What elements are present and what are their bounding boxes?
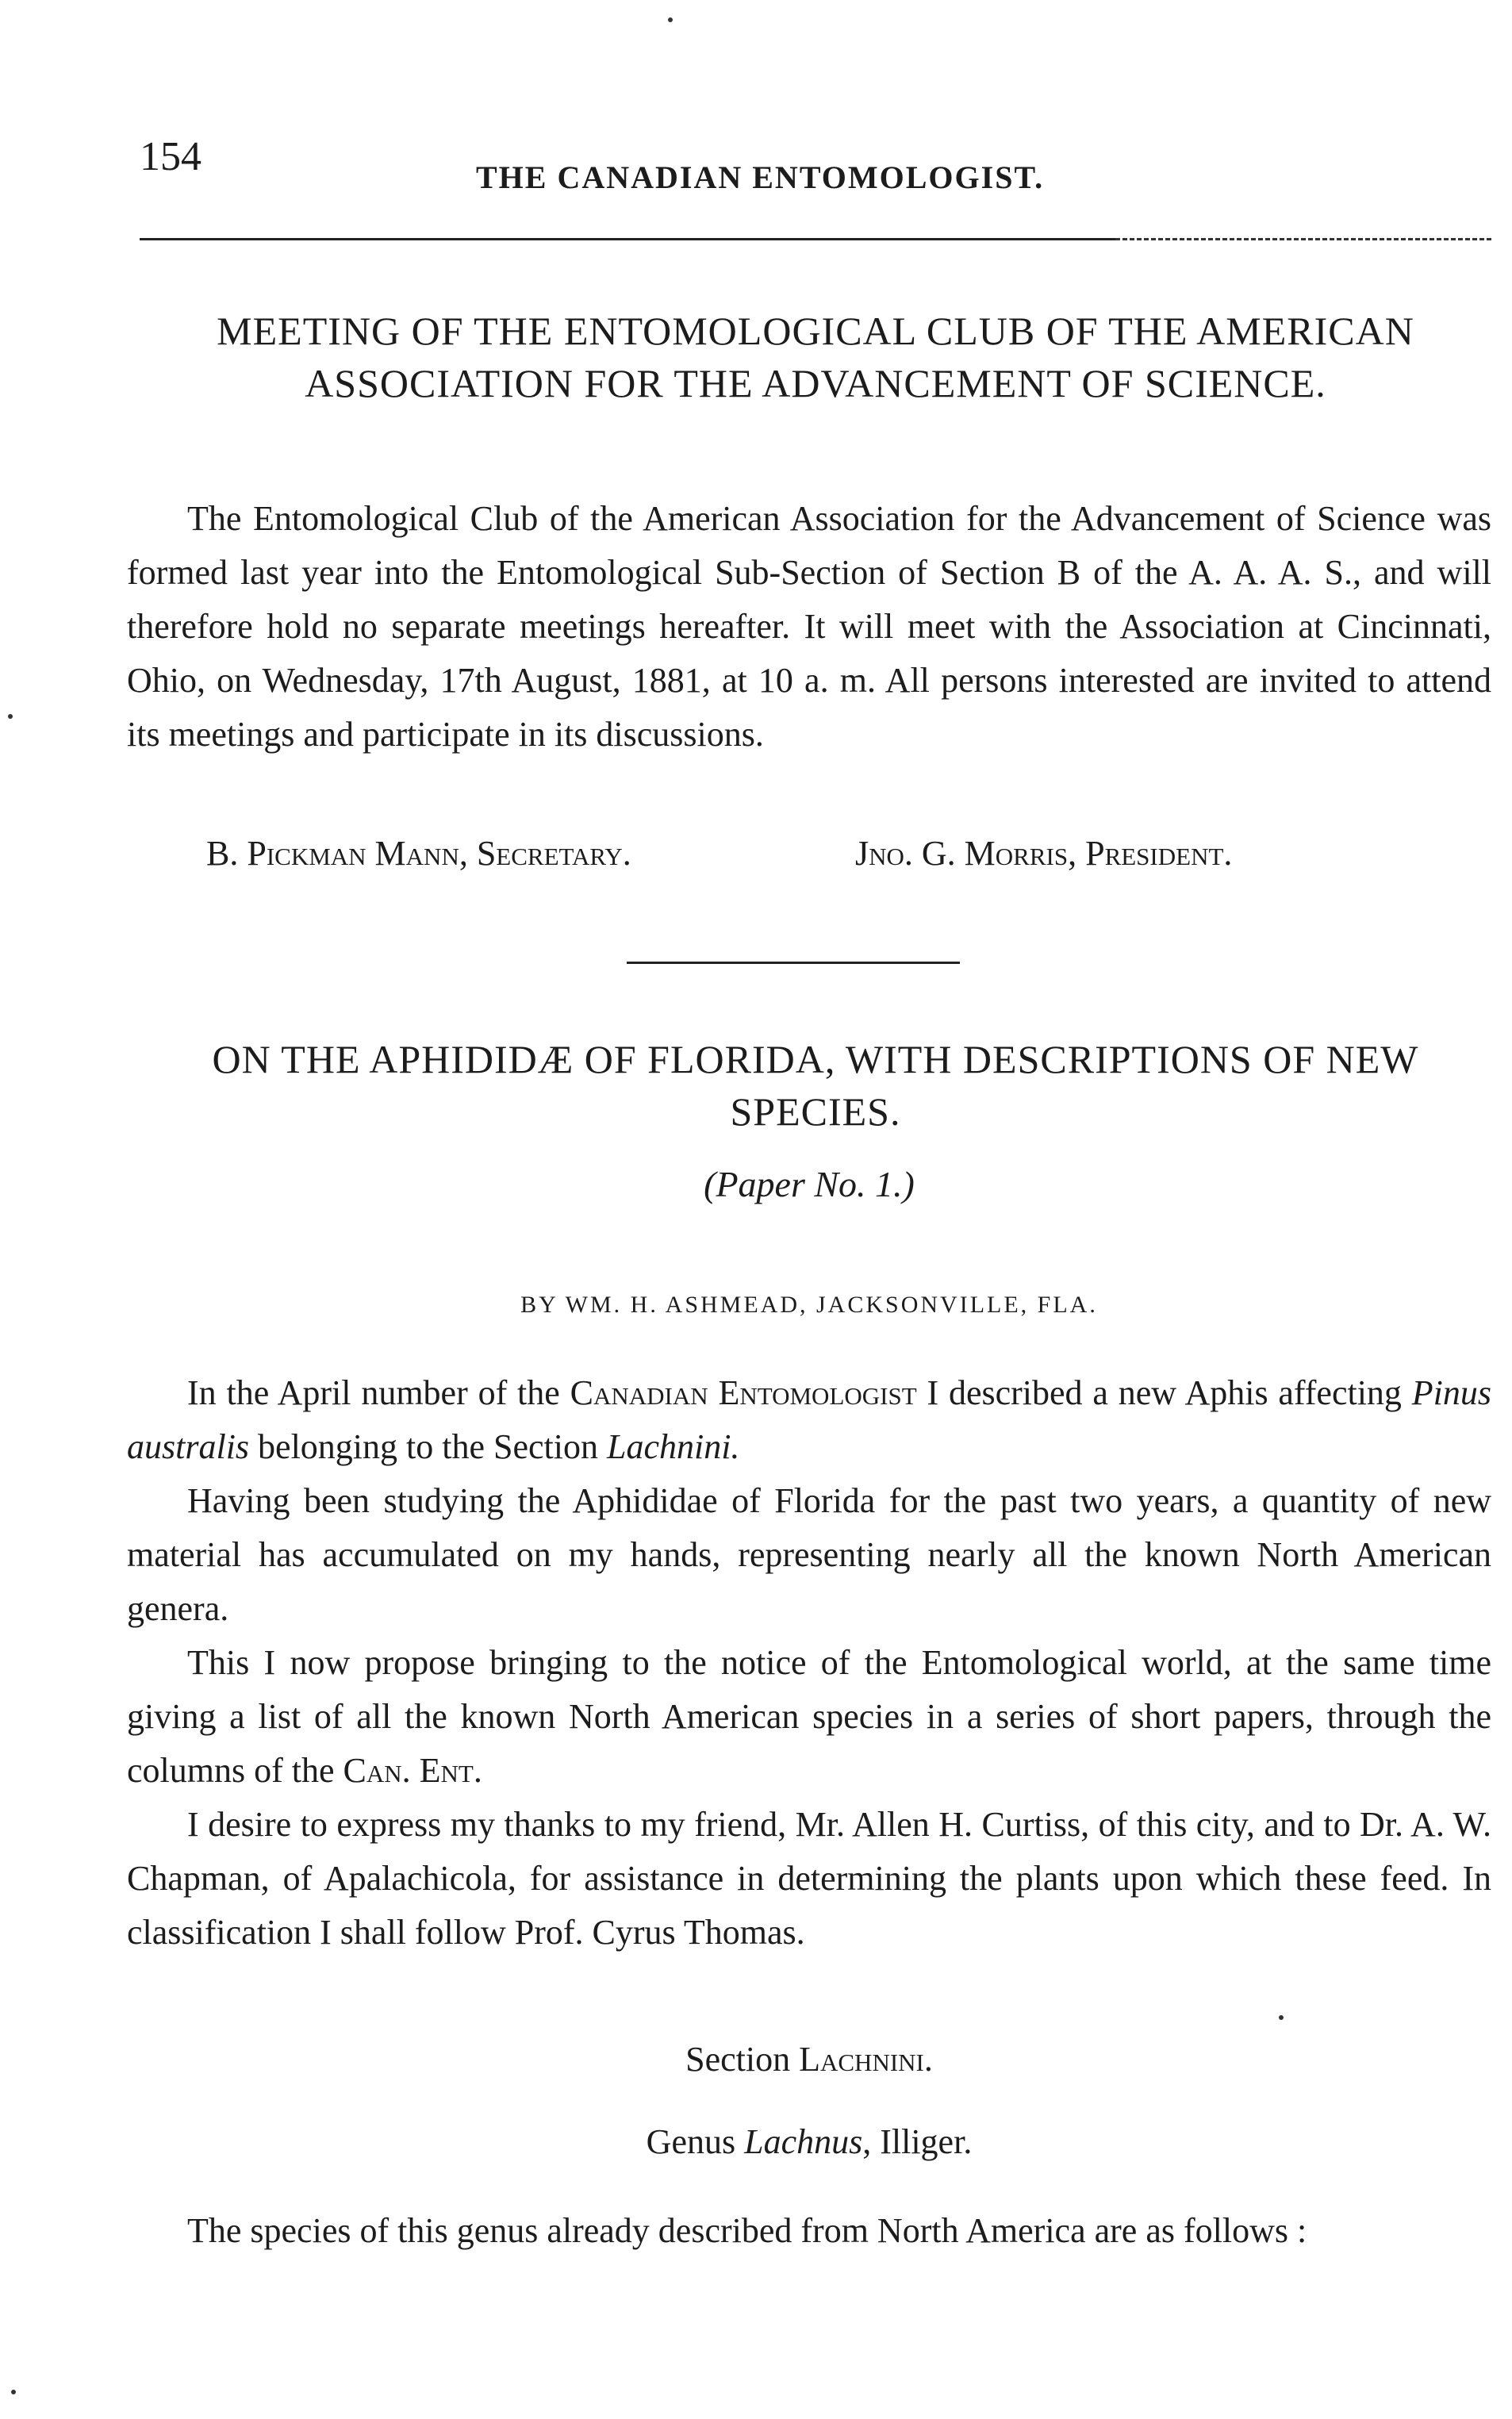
signature-secretary: B. Pickman Mann, Secretary. (206, 834, 631, 873)
paragraph-intro (127, 1366, 1491, 1474)
genus-heading (127, 2121, 1491, 2162)
paragraph-proposal-text: This I now propose bringing to the notice of the Entomological world, at the same time giving a list of all the known North American species in a series of short papers, through the columns of the (127, 1643, 1491, 1790)
running-header-title: THE CANADIAN ENTOMOLOGIST. (476, 159, 1045, 195)
journal-abbrev-ref: Can. Ent. (343, 1751, 482, 1790)
page-number: 154 (140, 134, 201, 179)
article-body-meeting: The Entomological Club of the American Association for the Advancement of Science was formed last year into the Entomological Sub-Section of Section B of the A. A. A. S., and will therefore hold no separate meetings hereafter. It will meet with the Association at Cincinnati, Ohio, on Wednesday, 17th August, 1881, at 10 a. m. All persons interested are invited to attend its meetings and participate in its discussions. (127, 499, 1491, 754)
paragraph-intro-text-a: In the April number of the (187, 1373, 570, 1412)
journal-name-ref: Canadian Entomologist (570, 1373, 917, 1412)
paragraph-thanks: I desire to express my thanks to my friend, Mr. Allen H. Curtiss, of this city, and to Dr. A. W. Chapman, of Apalachicola, for assistance in determining the plants upon which these feed. In classification I shall follow Prof. Cyrus Thomas. (127, 1805, 1491, 1952)
paper-number: (Paper No. 1.) (704, 1164, 915, 1204)
scan-speck (11, 2390, 16, 2394)
section-heading (127, 2039, 1491, 2079)
paragraph-proposal (127, 1636, 1491, 1798)
paragraph-study: Having been studying the Aphididae of Florida for the past two years, a quantity of new material has accumulated on my hands, representing nearly all the known North American genera. (127, 1481, 1491, 1628)
section-name-ref: Lachnini. (606, 1427, 740, 1466)
species-name: Pinus australis (127, 1373, 1491, 1466)
genus-name: Lachnus (744, 2122, 863, 2161)
header-rule (140, 238, 1115, 240)
author-byline: BY WM. H. ASHMEAD, JACKSONVILLE, FLA. (520, 1292, 1098, 1318)
paragraph-intro-text-c: belonging to the Section (249, 1427, 607, 1466)
header-rule-dashed (1115, 238, 1491, 243)
genus-label: Genus (646, 2122, 745, 2161)
scan-speck (1279, 2015, 1284, 2020)
paragraph-species-intro: The species of this genus already described from North America are as follows : (187, 2211, 1307, 2250)
article-title-aphididae: ON THE APHIDIDÆ OF FLORIDA, WITH DESCRIPTIONS OF NEW SPECIES. (212, 1037, 1419, 1134)
scan-speck (8, 714, 13, 719)
article-title-meeting: MEETING OF THE ENTOMOLOGICAL CLUB OF THE AMERICAN ASSOCIATION FOR THE ADVANCEMENT OF SCIENCE. (217, 309, 1414, 405)
section-divider (627, 962, 960, 964)
section-label: Section (685, 2040, 800, 2079)
paragraph-intro-text-b: I described a new Aphis affecting (916, 1373, 1412, 1412)
scan-speck (668, 17, 673, 22)
section-name: Lachnini. (799, 2040, 933, 2079)
signature-president: Jno. G. Morris, President. (855, 834, 1233, 873)
genus-author: , Illiger. (862, 2122, 973, 2161)
